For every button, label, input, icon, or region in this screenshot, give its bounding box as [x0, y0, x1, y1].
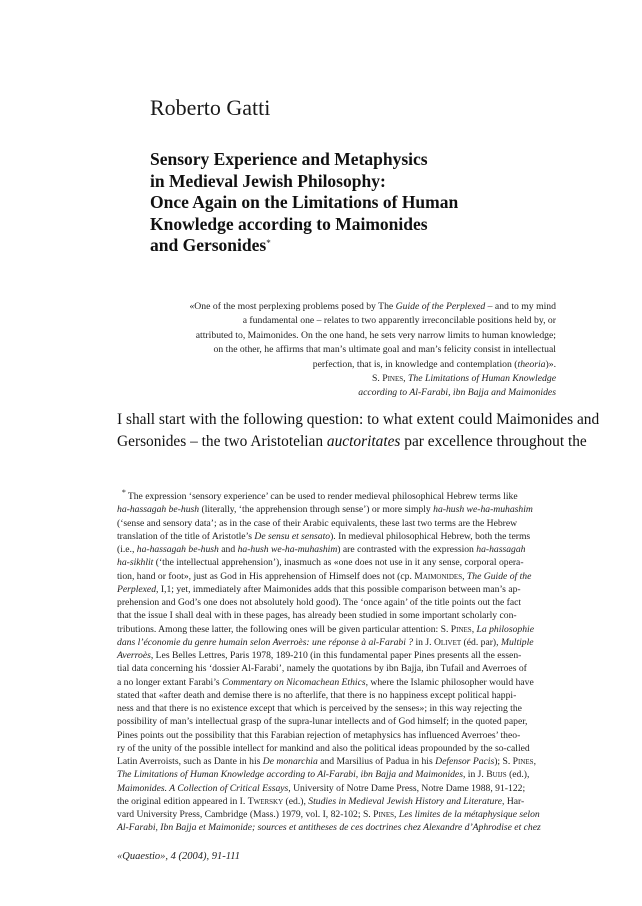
- epigraph-attribution-source: according to Al-Farabi, ibn Bajja and Maimonides: [358, 387, 556, 399]
- main-text-line: Gersonides – the two Aristotelian auctoritates par excellence throughout the: [117, 433, 587, 450]
- epigraph-line: a fundamental one – relates to two apparently irreconcilable positions held by, or: [242, 315, 556, 327]
- epigraph-line: on the other, he affirms that man’s ultimate goal and man’s felicity consist in intellectual: [213, 344, 556, 356]
- main-text: [117, 409, 600, 453]
- epigraph-attribution: S. Pines, The Limitations of Human Knowledge: [371, 373, 556, 385]
- footnote: [117, 486, 557, 835]
- footnote-line: dans l’économie du genre humain selon Averroès: une réponse à al-Farabi ? in J. Olivet (éd. par), Multiple: [117, 636, 534, 648]
- footnote-mark: *: [121, 488, 128, 497]
- footnote-line: stated that «after death and demise there is no afterlife, that there is no happiness except political happi-: [117, 689, 517, 701]
- footnote-line: ness and that there is no existence except that which is perceived by the senses»; in this way rejecting the: [117, 703, 522, 715]
- footnote-line: Maimonides. A Collection of Critical Essays, University of Notre Dame Press, Notre Dame 1988, 91-122;: [117, 782, 526, 794]
- journal-citation-footer: «Quaestio», 4 (2004), 91-111: [117, 851, 240, 862]
- footnote-line: Al-Farabi, Ibn Bajja et Maimonide; sources et antitheses de ces doctrines chez Alexandre d’Aphrodise et chez: [117, 822, 541, 834]
- footnote-line: Averroès, Les Belles Lettres, Paris 1978, 189-210 (in this fundamental paper Pines presents all the essen-: [117, 650, 522, 662]
- main-text-line: I shall start with the following question: to what extent could Maimonides and: [117, 411, 600, 428]
- footnote-line: (‘sense and sensory data’; as in the case of their Arabic equivalents, these last two terms are the Hebrew: [117, 517, 518, 529]
- footnote-line: Pines points out the possibility that this Farabian rejection of metaphysics has influenced Averroes’ theo-: [117, 729, 521, 741]
- footnote-line: ry of the unity of the possible intellect for mankind and also the political ideas propounded by the so-called: [117, 742, 530, 754]
- author-name: Roberto Gatti: [150, 95, 271, 120]
- title-line-last: and Gersonides*: [150, 235, 271, 255]
- epigraph-line: «One of the most perplexing problems posed by The Guide of the Perplexed – and to my mind: [189, 301, 556, 312]
- epigraph: [100, 300, 556, 401]
- title-line: Sensory Experience and Metaphysics: [150, 149, 428, 169]
- footnote-line: Latin Averroists, such as Dante in his De monarchia and Marsilius of Padua in his Defensor Pacis); S. Pines,: [117, 756, 536, 768]
- footnote-line: ha-hassagah be-hush (literally, ‘the apprehension through sense’) or more simply ha-hush we-ha-muhashim: [117, 504, 533, 516]
- article-title: [150, 149, 570, 257]
- footnote-line: (i.e., ha-hassagah be-hush and ha-hush we-ha-muhashim) are contrasted with the expression ha-hassagah: [117, 544, 526, 556]
- epigraph-line: attributed to, Maimonides. On the one hand, he sets very narrow limits to human knowledge;: [195, 329, 556, 341]
- footnote-line: tion, hand or foot», just as God in His apprehension of Himself does not (cp. Maimonides, The Guide of the: [117, 570, 532, 582]
- footnote-line: the original edition appeared in I. Twersky (ed.), Studies in Medieval Jewish History and Literature, Har-: [117, 795, 525, 807]
- title-line: Once Again on the Limitations of Human: [150, 192, 459, 212]
- epigraph-line: perfection, that is, in knowledge and contemplation (theoria)».: [312, 358, 556, 370]
- footnote-line: that the issue I shall deal with in these pages, has already been studied in some important scholarly con-: [117, 610, 517, 622]
- footnote-line: tial data concerning his ‘dossier Al-Farabi’, namely the quotations by ibn Bajja, ibn Tufail and Averroes of: [117, 663, 527, 675]
- title-line: Knowledge according to Maimonides: [150, 213, 428, 234]
- footnote-line: The Limitations of Human Knowledge according to Al-Farabi, ibn Bajja and Maimonides, in J. Buijs (ed.),: [117, 769, 530, 781]
- title-line: in Medieval Jewish Philosophy:: [150, 170, 386, 191]
- footnote-line: a no longer extant Farabi’s Commentary on Nicomachean Ethics, where the Islamic philosopher would have: [117, 676, 534, 688]
- title-footnote-mark[interactable]: *: [266, 238, 271, 248]
- footnote-line: prehension and God’s one does not absolutely hold good). The ‘once again’ of the title points out the fact: [117, 597, 522, 609]
- footnote-line: * The expression ‘sensory experience’ can be used to render medieval philosophical Hebrew terms like: [121, 488, 518, 503]
- footnote-line: vard University Press, Cambridge (Mass.) 1979, vol. I, 82-102; S. Pines, Les limites de la métaphysique selon: [117, 809, 540, 821]
- footnote-line: translation of the title of Aristotle’s De sensu et sensato). In medieval philosophical Hebrew, both the terms: [117, 530, 531, 542]
- footnote-line: tributions. Among these latter, the following ones will be given particular attention: S. Pines, La philosophie: [117, 623, 534, 635]
- footnote-line: possibility of man’s intellectual grasp of the supra-lunar intellects and of God himself; in the quoted paper,: [117, 716, 528, 728]
- footnote-line: ha-sikhlit (‘the intellectual apprehension’), inasmuch as «one does not use in it any sense, corporal opera-: [117, 557, 524, 569]
- footnote-line: Perplexed, I,1; yet, immediately after Maimonides adds that this possible comparison between man’s ap-: [117, 583, 521, 595]
